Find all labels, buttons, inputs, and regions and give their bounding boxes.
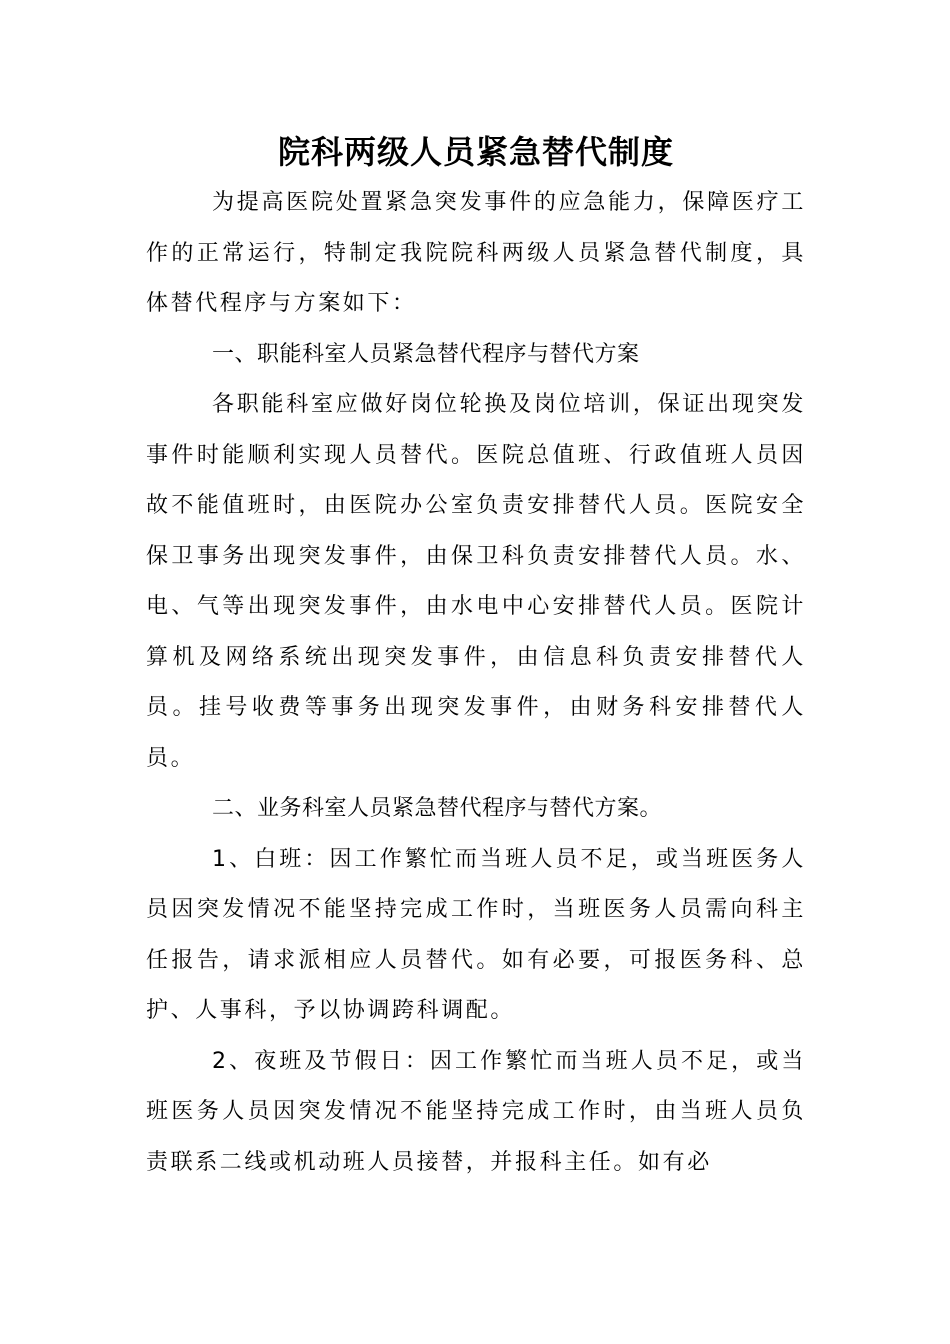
section-2-heading: 二、业务科室人员紧急替代程序与替代方案。 xyxy=(212,796,663,821)
section-1-heading: 一、职能科室人员紧急替代程序与替代方案 xyxy=(212,341,640,367)
document-title: 院科两级人员紧急替代制度 xyxy=(277,133,674,171)
section-2-item-2: 2、夜班及节假日：因工作繁忙而当班人员不足，或当班医务人员因突发情况不能坚持完成工作时，由当班人员负责联系二线或机动班人员接替，并报科主任。如有必 xyxy=(146,1048,806,1175)
document-page xyxy=(146,128,806,1188)
section-1-body: 各职能科室应做好岗位轮换及岗位培训，保证出现突发事件时能顺利实现人员替代。医院总值班、行政值班人员因故不能值班时，由医院办公室负责安排替代人员。医院安全保卫事务出现突发事件，由保卫科负责安排替代人员。水、电、气等出现突发事件，由水电中心安排替代人员。医院计算机及网络系统出现突发事件，由信息科负责安排替代人员。挂号收费等事务出现突发事件，由财务科安排替代人员。 xyxy=(146,392,806,771)
intro-paragraph: 为提高医院处置紧急突发事件的应急能力，保障医疗工作的正常运行，特制定我院院科两级人员紧急替代制度，具体替代程序与方案如下： xyxy=(146,190,806,316)
section-2-item-1: 1、白班：因工作繁忙而当班人员不足，或当班医务人员因突发情况不能坚持完成工作时，当班医务人员需向科主任报告，请求派相应人员替代。如有必要，可报医务科、总护、人事科，予以协调跨科调配。 xyxy=(146,846,806,1023)
